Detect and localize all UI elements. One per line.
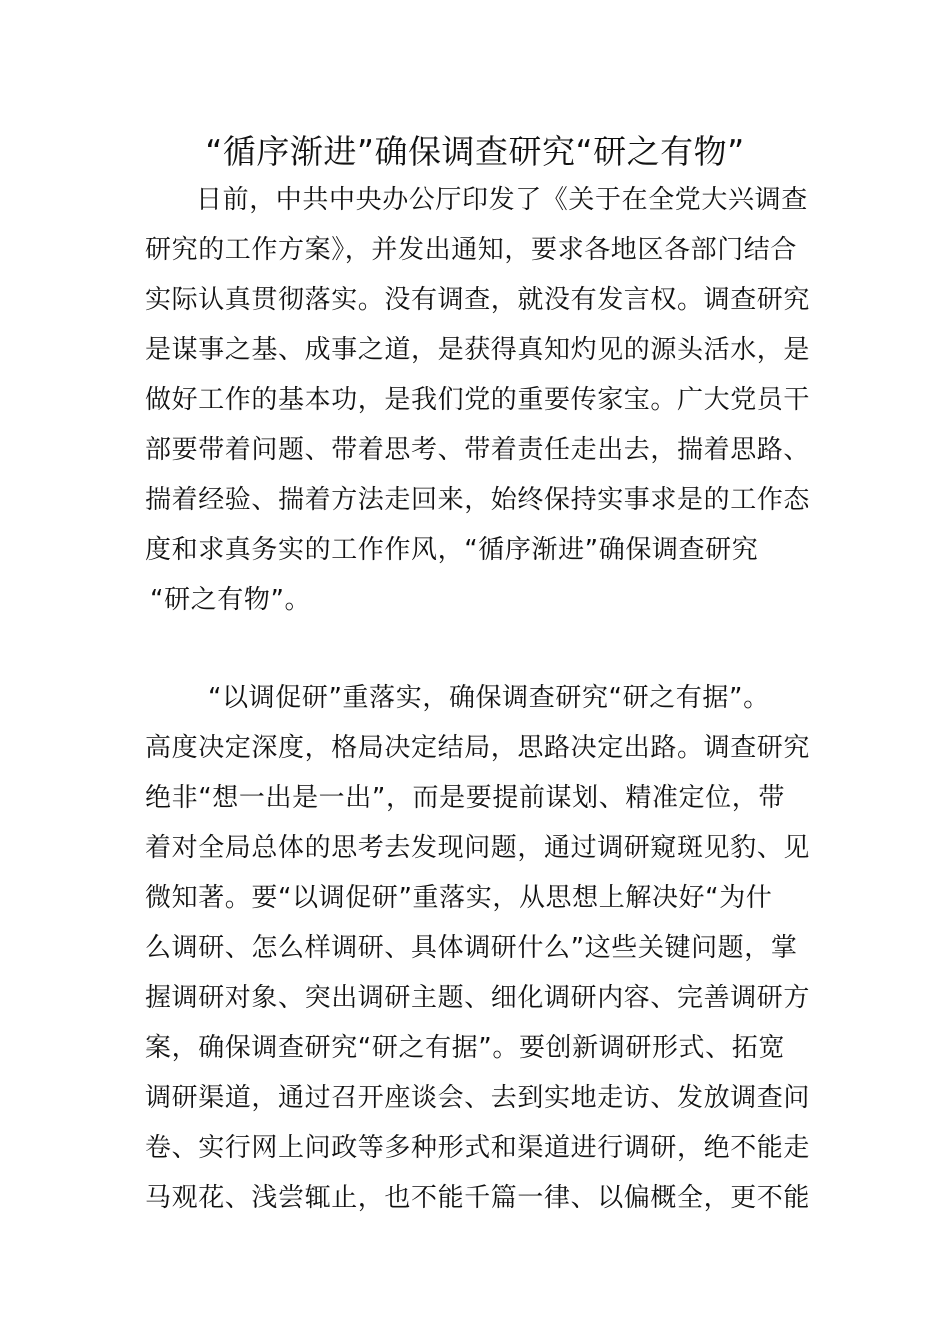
paragraph-2-line-5: 微知著。要“以调促研”重落实，从思想上解决好“为什 xyxy=(145,883,773,913)
paragraph-2-line-7: 握调研对象、突出调研主题、细化调研内容、完善调研方 xyxy=(145,983,811,1013)
paragraph-1-line-4: 是谋事之基、成事之道，是获得真知灼见的源头活水，是 xyxy=(145,335,811,365)
paragraph-1-line-8: 度和求真务实的工作作风，“循序渐进”确保调查研究 xyxy=(145,535,759,565)
paragraph-2-line-11: 马观花、浅尝辄止，也不能千篇一律、以偏概全，更不能 xyxy=(145,1183,811,1213)
paragraph-2-line-3: 绝非“想一出是一出”，而是要提前谋划、精准定位，带 xyxy=(145,783,785,813)
paragraph-2-line-10: 卷、实行网上问政等多种形式和渠道进行调研，绝不能走 xyxy=(145,1133,811,1163)
paragraph-1-line-6: 部要带着问题、带着思考、带着责任走出去，揣着思路、 xyxy=(145,435,811,465)
paragraph-1-line-7: 揣着经验、揣着方法走回来，始终保持实事求是的工作态 xyxy=(145,485,811,515)
paragraph-1-line-3: 实际认真贯彻落实。没有调查，就没有发言权。调查研究 xyxy=(145,285,811,315)
paragraph-1-line-1: 日前，中共中央办公厅印发了《关于在全党大兴调查 xyxy=(196,185,808,215)
paragraph-2-line-9: 调研渠道，通过召开座谈会、去到实地走访、发放调查问 xyxy=(145,1083,811,1113)
document-title: “循序渐进”确保调查研究“研之有物” xyxy=(205,132,745,171)
paragraph-2-line-4: 着对全局总体的思考去发现问题，通过调研窥斑见豹、见 xyxy=(145,833,811,863)
paragraph-1-line-5: 做好工作的基本功，是我们党的重要传家宝。广大党员干 xyxy=(145,385,811,415)
paragraph-2-line-8: 案，确保调查研究“研之有据”。要创新调研形式、拓宽 xyxy=(145,1033,785,1063)
paragraph-2-line-1: “以调促研”重落实，确保调查研究“研之有据”。 xyxy=(208,683,770,713)
paragraph-2-line-2: 高度决定深度，格局决定结局，思路决定出路。调查研究 xyxy=(145,733,811,763)
paragraph-1-line-2: 研究的工作方案》，并发出通知，要求各地区各部门结合 xyxy=(145,235,798,265)
paragraph-2-line-6: 么调研、怎么样调研、具体调研什么”这些关键问题，掌 xyxy=(145,933,798,963)
paragraph-1-line-9: “研之有物”。 xyxy=(150,585,312,615)
